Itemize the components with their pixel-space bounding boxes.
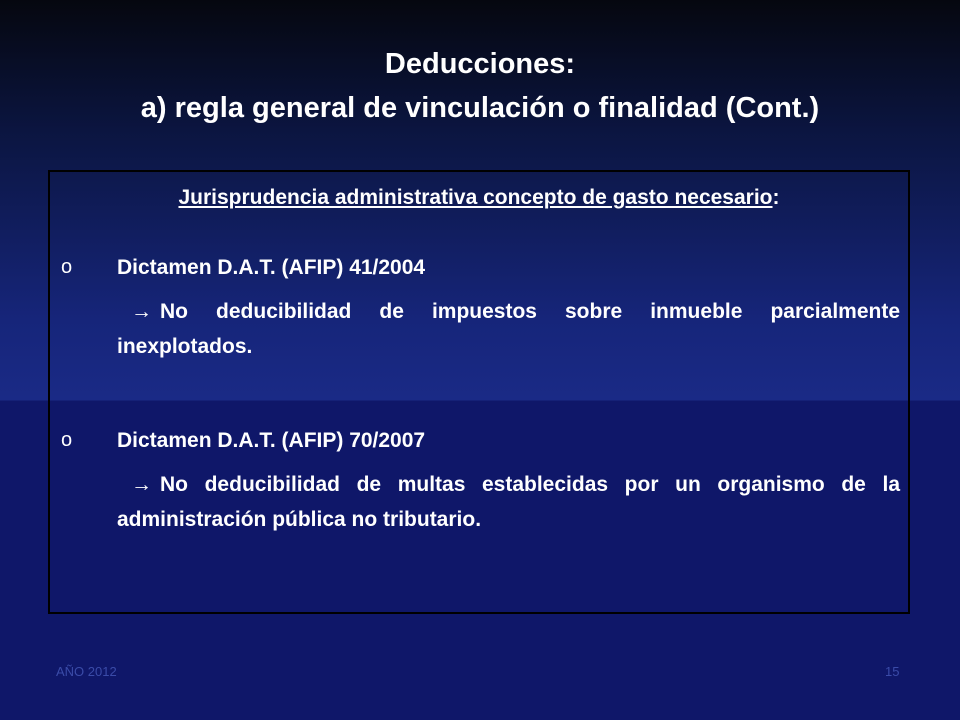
arrow-right-icon: → bbox=[131, 300, 152, 323]
item-description bbox=[117, 467, 900, 537]
footer-year: AÑO 2012 bbox=[56, 664, 117, 679]
title-line-1: Deducciones: bbox=[384, 48, 576, 80]
item-title: Dictamen D.A.T. (AFIP) 70/2007 bbox=[117, 429, 426, 452]
bullet-icon: o bbox=[61, 429, 73, 451]
footer-page-number: 15 bbox=[885, 664, 900, 679]
bullet-icon: o bbox=[61, 256, 73, 278]
arrow-right-icon: → bbox=[131, 473, 152, 496]
item-description-text: No deducibilidad de multas establecidas por un organismo de la administración pública no tributario. bbox=[117, 473, 900, 531]
item-description bbox=[117, 294, 900, 364]
box-heading-colon: : bbox=[772, 186, 780, 209]
box-heading bbox=[50, 186, 908, 210]
title-line-2: a) regla general de vinculación o finalidad (Cont.) bbox=[140, 92, 820, 124]
content-box bbox=[48, 170, 910, 614]
item-description-text: No deducibilidad de impuestos sobre inmueble parcialmente inexplotados. bbox=[117, 300, 900, 358]
box-heading-text: Jurisprudencia administrativa concepto de gasto necesario bbox=[178, 186, 773, 209]
slide-title bbox=[0, 42, 960, 130]
item-title: Dictamen D.A.T. (AFIP) 41/2004 bbox=[117, 256, 426, 279]
